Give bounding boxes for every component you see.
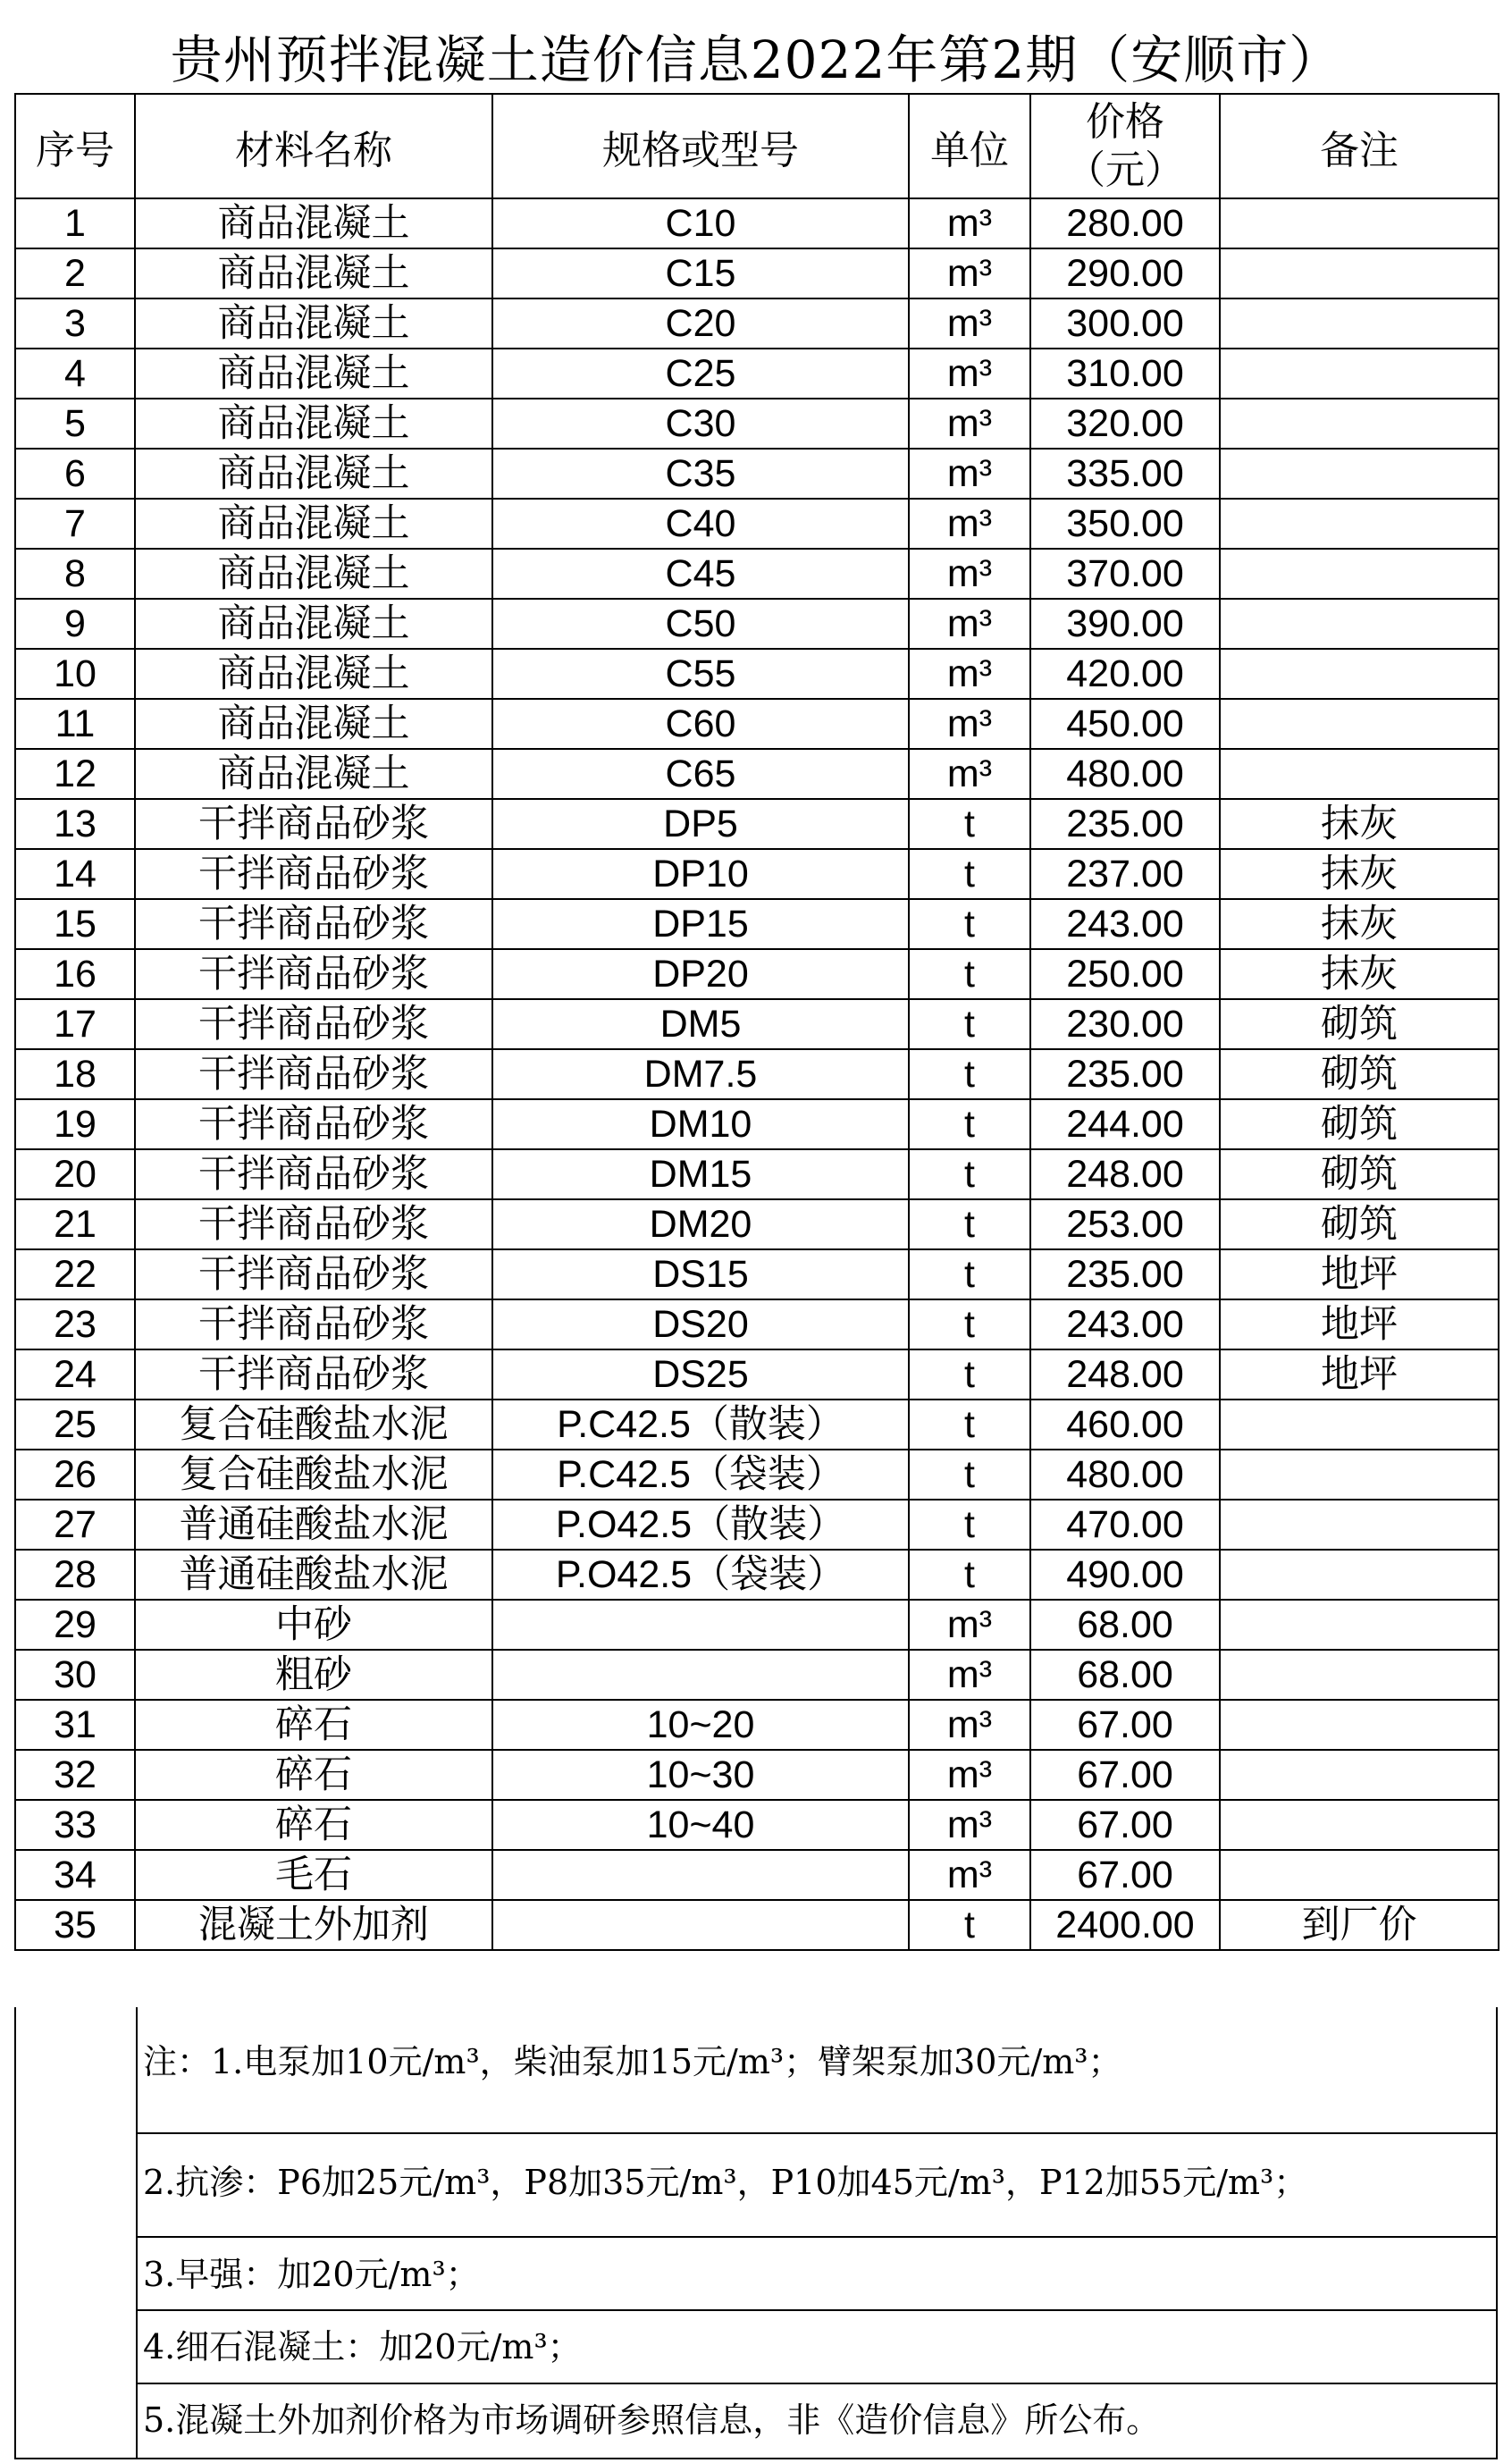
row-num-cell: 32 [15, 1750, 135, 1800]
price-cell: 235.00 [1030, 1049, 1220, 1099]
row-num-cell: 14 [15, 849, 135, 899]
remark-cell [1220, 699, 1499, 749]
price-cell: 320.00 [1030, 399, 1220, 449]
price-cell: 235.00 [1030, 799, 1220, 849]
price-cell: 67.00 [1030, 1700, 1220, 1750]
table-row [15, 1249, 1499, 1299]
spec-model-cell: DM5 [492, 999, 909, 1049]
table-row [15, 198, 1499, 248]
unit-cell: m³ [909, 549, 1030, 599]
unit-cell: m³ [909, 298, 1030, 349]
remark-cell [1220, 248, 1499, 298]
spec-model-cell: DM7.5 [492, 1049, 909, 1099]
unit-cell: t [909, 1049, 1030, 1099]
price-cell: 390.00 [1030, 599, 1220, 649]
row-num-cell: 16 [15, 949, 135, 999]
price-cell: 450.00 [1030, 699, 1220, 749]
remark-cell [1220, 1600, 1499, 1650]
remark-cell [1220, 649, 1499, 699]
row-num-cell: 8 [15, 549, 135, 599]
row-num-cell: 26 [15, 1450, 135, 1500]
price-cell: 490.00 [1030, 1550, 1220, 1600]
unit-cell: t [909, 849, 1030, 899]
remark-cell [1220, 549, 1499, 599]
spec-model-cell: DM15 [492, 1149, 909, 1199]
remark-cell: 抹灰 [1220, 899, 1499, 949]
spec-model-cell: C10 [492, 198, 909, 248]
header-remark: 备注 [1220, 94, 1499, 198]
table-row [15, 1450, 1499, 1500]
price-cell: 2400.00 [1030, 1900, 1220, 1950]
remark-cell [1220, 499, 1499, 549]
price-cell: 248.00 [1030, 1349, 1220, 1400]
row-num-cell: 7 [15, 499, 135, 549]
remark-cell: 抹灰 [1220, 799, 1499, 849]
unit-cell: m³ [909, 649, 1030, 699]
row-num-cell: 24 [15, 1349, 135, 1400]
remark-cell [1220, 599, 1499, 649]
row-num-cell: 1 [15, 198, 135, 248]
unit-cell: t [909, 799, 1030, 849]
remark-cell: 砌筑 [1220, 999, 1499, 1049]
unit-cell: t [909, 1400, 1030, 1450]
spec-model-cell: P.O42.5（散装） [492, 1500, 909, 1550]
header-price-line2: （元） [1066, 147, 1184, 193]
unit-cell: m³ [909, 399, 1030, 449]
material-name-cell: 商品混凝土 [135, 449, 492, 499]
spec-model-cell: DM10 [492, 1099, 909, 1149]
remark-cell [1220, 449, 1499, 499]
row-num-cell: 35 [15, 1900, 135, 1950]
notes-section [14, 2007, 1498, 2459]
spec-model-cell: C45 [492, 549, 909, 599]
note-line-4: 4.细石混凝土：加20元/m³； [136, 2309, 1496, 2383]
spec-model-cell: DS20 [492, 1299, 909, 1349]
table-row [15, 1149, 1499, 1199]
note-line-1: 注：1.电泵加10元/m³，柴油泵加15元/m³；臂架泵加30元/m³； [136, 2007, 1496, 2132]
material-name-cell: 混凝土外加剂 [135, 1900, 492, 1950]
spec-model-cell: C55 [492, 649, 909, 699]
row-num-cell: 5 [15, 399, 135, 449]
row-num-cell: 33 [15, 1800, 135, 1850]
remark-cell [1220, 298, 1499, 349]
remark-cell [1220, 1750, 1499, 1800]
spec-model-cell [492, 1600, 909, 1650]
spec-model-cell: 10~20 [492, 1700, 909, 1750]
table-row [15, 1800, 1499, 1850]
unit-cell: m³ [909, 198, 1030, 248]
table-row [15, 849, 1499, 899]
row-num-cell: 27 [15, 1500, 135, 1550]
unit-cell: t [909, 1550, 1030, 1600]
row-num-cell: 12 [15, 749, 135, 799]
material-name-cell: 商品混凝土 [135, 499, 492, 549]
spec-model-cell: DP20 [492, 949, 909, 999]
table-row [15, 399, 1499, 449]
spec-model-cell: DS15 [492, 1249, 909, 1299]
price-cell: 244.00 [1030, 1099, 1220, 1149]
material-name-cell: 商品混凝土 [135, 349, 492, 399]
table-row [15, 1700, 1499, 1750]
material-name-cell: 碎石 [135, 1800, 492, 1850]
material-name-cell: 普通硅酸盐水泥 [135, 1500, 492, 1550]
spec-model-cell: P.C42.5（袋装） [492, 1450, 909, 1500]
spec-model-cell: C60 [492, 699, 909, 749]
table-row [15, 1650, 1499, 1700]
row-num-cell: 28 [15, 1550, 135, 1600]
header-spec: 规格或型号 [492, 94, 909, 198]
material-name-cell: 商品混凝土 [135, 649, 492, 699]
price-cell: 420.00 [1030, 649, 1220, 699]
table-row [15, 799, 1499, 849]
remark-cell [1220, 749, 1499, 799]
unit-cell: m³ [909, 1850, 1030, 1900]
row-num-cell: 19 [15, 1099, 135, 1149]
material-name-cell: 商品混凝土 [135, 298, 492, 349]
price-cell: 350.00 [1030, 499, 1220, 549]
header-price-line1: 价格 [1086, 98, 1164, 145]
row-num-cell: 15 [15, 899, 135, 949]
spec-model-cell: C35 [492, 449, 909, 499]
remark-cell [1220, 1850, 1499, 1900]
spec-model-cell [492, 1900, 909, 1950]
row-num-cell: 11 [15, 699, 135, 749]
spec-model-cell: DS25 [492, 1349, 909, 1400]
unit-cell: m³ [909, 599, 1030, 649]
row-num-cell: 31 [15, 1700, 135, 1750]
price-cell: 243.00 [1030, 1299, 1220, 1349]
unit-cell: t [909, 1099, 1030, 1149]
table-row [15, 1900, 1499, 1950]
material-name-cell: 碎石 [135, 1700, 492, 1750]
remark-cell: 砌筑 [1220, 1099, 1499, 1149]
spec-model-cell: DP10 [492, 849, 909, 899]
row-num-cell: 2 [15, 248, 135, 298]
material-name-cell: 中砂 [135, 1600, 492, 1650]
spec-model-cell: 10~30 [492, 1750, 909, 1800]
spec-model-cell: C15 [492, 248, 909, 298]
price-cell: 480.00 [1030, 749, 1220, 799]
header-num: 序号 [15, 94, 135, 198]
spec-model-cell: C20 [492, 298, 909, 349]
table-row [15, 1600, 1499, 1650]
remark-cell: 到厂价 [1220, 1900, 1499, 1950]
table-row [15, 499, 1499, 549]
price-cell: 248.00 [1030, 1149, 1220, 1199]
material-name-cell: 碎石 [135, 1750, 492, 1800]
unit-cell: m³ [909, 449, 1030, 499]
spec-model-cell: C65 [492, 749, 909, 799]
table-row [15, 349, 1499, 399]
price-cell: 300.00 [1030, 298, 1220, 349]
unit-cell: t [909, 899, 1030, 949]
price-cell: 460.00 [1030, 1400, 1220, 1450]
remark-cell [1220, 399, 1499, 449]
remark-cell: 砌筑 [1220, 1149, 1499, 1199]
unit-cell: t [909, 949, 1030, 999]
table-row [15, 699, 1499, 749]
unit-cell: t [909, 1149, 1030, 1199]
price-cell: 470.00 [1030, 1500, 1220, 1550]
material-name-cell: 干拌商品砂浆 [135, 1349, 492, 1400]
table-row [15, 899, 1499, 949]
material-name-cell: 商品混凝土 [135, 248, 492, 298]
row-num-cell: 9 [15, 599, 135, 649]
row-num-cell: 23 [15, 1299, 135, 1349]
note-line-3: 3.早强：加20元/m³； [136, 2236, 1496, 2309]
table-row [15, 449, 1499, 499]
unit-cell: m³ [909, 1600, 1030, 1650]
table-row [15, 1400, 1499, 1450]
table-header-row [15, 94, 1499, 198]
row-num-cell: 3 [15, 298, 135, 349]
price-cell: 250.00 [1030, 949, 1220, 999]
unit-cell: m³ [909, 1650, 1030, 1700]
price-cell: 67.00 [1030, 1850, 1220, 1900]
material-name-cell: 干拌商品砂浆 [135, 1149, 492, 1199]
row-num-cell: 21 [15, 1199, 135, 1249]
unit-cell: t [909, 1299, 1030, 1349]
remark-cell: 地坪 [1220, 1249, 1499, 1299]
row-num-cell: 10 [15, 649, 135, 699]
price-cell: 335.00 [1030, 449, 1220, 499]
material-name-cell: 干拌商品砂浆 [135, 1299, 492, 1349]
unit-cell: m³ [909, 1700, 1030, 1750]
spec-model-cell: DM20 [492, 1199, 909, 1249]
header-price [1030, 94, 1220, 198]
remark-cell: 地坪 [1220, 1299, 1499, 1349]
row-num-cell: 4 [15, 349, 135, 399]
unit-cell: t [909, 1450, 1030, 1500]
table-row [15, 999, 1499, 1049]
material-name-cell: 干拌商品砂浆 [135, 1049, 492, 1099]
table-row [15, 1500, 1499, 1550]
note-line-5: 5.混凝土外加剂价格为市场调研参照信息，非《造价信息》所公布。 [136, 2383, 1496, 2458]
price-cell: 68.00 [1030, 1600, 1220, 1650]
material-name-cell: 干拌商品砂浆 [135, 949, 492, 999]
spec-model-cell: C25 [492, 349, 909, 399]
price-cell: 480.00 [1030, 1450, 1220, 1500]
unit-cell: m³ [909, 699, 1030, 749]
material-name-cell: 粗砂 [135, 1650, 492, 1700]
table-row [15, 749, 1499, 799]
unit-cell: t [909, 1249, 1030, 1299]
table-row [15, 1550, 1499, 1600]
row-num-cell: 30 [15, 1650, 135, 1700]
remark-cell [1220, 1450, 1499, 1500]
remark-cell: 砌筑 [1220, 1049, 1499, 1099]
unit-cell: t [909, 1199, 1030, 1249]
unit-cell: t [909, 1500, 1030, 1550]
material-name-cell: 商品混凝土 [135, 399, 492, 449]
remark-cell [1220, 1650, 1499, 1700]
spec-model-cell [492, 1650, 909, 1700]
row-num-cell: 20 [15, 1149, 135, 1199]
table-row [15, 1850, 1499, 1900]
note-line-2: 2.抗渗：P6加25元/m³，P8加35元/m³，P10加45元/m³，P12加55元/m³； [136, 2132, 1496, 2236]
material-name-cell: 干拌商品砂浆 [135, 1199, 492, 1249]
material-name-cell: 复合硅酸盐水泥 [135, 1450, 492, 1500]
header-unit: 单位 [909, 94, 1030, 198]
spec-model-cell: DP5 [492, 799, 909, 849]
material-name-cell: 复合硅酸盐水泥 [135, 1400, 492, 1450]
remark-cell: 抹灰 [1220, 849, 1499, 899]
page-title: 贵州预拌混凝土造价信息2022年第2期（安顺市） [170, 29, 1342, 90]
material-name-cell: 干拌商品砂浆 [135, 849, 492, 899]
remark-cell [1220, 349, 1499, 399]
table-row [15, 1299, 1499, 1349]
row-num-cell: 22 [15, 1249, 135, 1299]
row-num-cell: 6 [15, 449, 135, 499]
material-name-cell: 商品混凝土 [135, 599, 492, 649]
material-name-cell: 商品混凝土 [135, 749, 492, 799]
header-name: 材料名称 [135, 94, 492, 198]
price-cell: 310.00 [1030, 349, 1220, 399]
price-cell: 290.00 [1030, 248, 1220, 298]
price-cell: 370.00 [1030, 549, 1220, 599]
table-row [15, 649, 1499, 699]
remark-cell: 砌筑 [1220, 1199, 1499, 1249]
price-table [14, 93, 1499, 1951]
unit-cell: m³ [909, 1800, 1030, 1850]
table-row [15, 1349, 1499, 1400]
remark-cell: 抹灰 [1220, 949, 1499, 999]
spec-model-cell: P.C42.5（散装） [492, 1400, 909, 1450]
spec-model-cell: 10~40 [492, 1800, 909, 1850]
unit-cell: m³ [909, 248, 1030, 298]
unit-cell: t [909, 1349, 1030, 1400]
table-row [15, 1750, 1499, 1800]
material-name-cell: 商品混凝土 [135, 549, 492, 599]
price-cell: 230.00 [1030, 999, 1220, 1049]
spec-model-cell: P.O42.5（袋装） [492, 1550, 909, 1600]
remark-cell [1220, 198, 1499, 248]
remark-cell: 地坪 [1220, 1349, 1499, 1400]
remark-cell [1220, 1400, 1499, 1450]
remark-cell [1220, 1550, 1499, 1600]
remark-cell [1220, 1500, 1499, 1550]
material-name-cell: 干拌商品砂浆 [135, 999, 492, 1049]
price-cell: 243.00 [1030, 899, 1220, 949]
unit-cell: t [909, 999, 1030, 1049]
table-row [15, 1199, 1499, 1249]
spec-model-cell: DP15 [492, 899, 909, 949]
price-cell: 235.00 [1030, 1249, 1220, 1299]
table-row [15, 599, 1499, 649]
remark-cell [1220, 1800, 1499, 1850]
price-cell: 253.00 [1030, 1199, 1220, 1249]
table-row [15, 949, 1499, 999]
table-row [15, 248, 1499, 298]
row-num-cell: 13 [15, 799, 135, 849]
price-cell: 68.00 [1030, 1650, 1220, 1700]
table-row [15, 1049, 1499, 1099]
material-name-cell: 干拌商品砂浆 [135, 799, 492, 849]
unit-cell: t [909, 1900, 1030, 1950]
unit-cell: m³ [909, 1750, 1030, 1800]
row-num-cell: 17 [15, 999, 135, 1049]
row-num-cell: 25 [15, 1400, 135, 1450]
material-name-cell: 干拌商品砂浆 [135, 899, 492, 949]
material-name-cell: 毛石 [135, 1850, 492, 1900]
material-name-cell: 商品混凝土 [135, 198, 492, 248]
price-cell: 237.00 [1030, 849, 1220, 899]
material-name-cell: 干拌商品砂浆 [135, 1249, 492, 1299]
row-num-cell: 18 [15, 1049, 135, 1099]
row-num-cell: 29 [15, 1600, 135, 1650]
price-cell: 67.00 [1030, 1800, 1220, 1850]
material-name-cell: 商品混凝土 [135, 699, 492, 749]
unit-cell: m³ [909, 349, 1030, 399]
row-num-cell: 34 [15, 1850, 135, 1900]
price-cell: 67.00 [1030, 1750, 1220, 1800]
table-row [15, 1099, 1499, 1149]
spec-model-cell: C50 [492, 599, 909, 649]
material-name-cell: 普通硅酸盐水泥 [135, 1550, 492, 1600]
remark-cell [1220, 1700, 1499, 1750]
spec-model-cell: C40 [492, 499, 909, 549]
price-cell: 280.00 [1030, 198, 1220, 248]
spec-model-cell [492, 1850, 909, 1900]
spec-model-cell: C30 [492, 399, 909, 449]
table-row [15, 298, 1499, 349]
unit-cell: m³ [909, 499, 1030, 549]
unit-cell: m³ [909, 749, 1030, 799]
table-body [15, 198, 1499, 1950]
table-row [15, 549, 1499, 599]
material-name-cell: 干拌商品砂浆 [135, 1099, 492, 1149]
